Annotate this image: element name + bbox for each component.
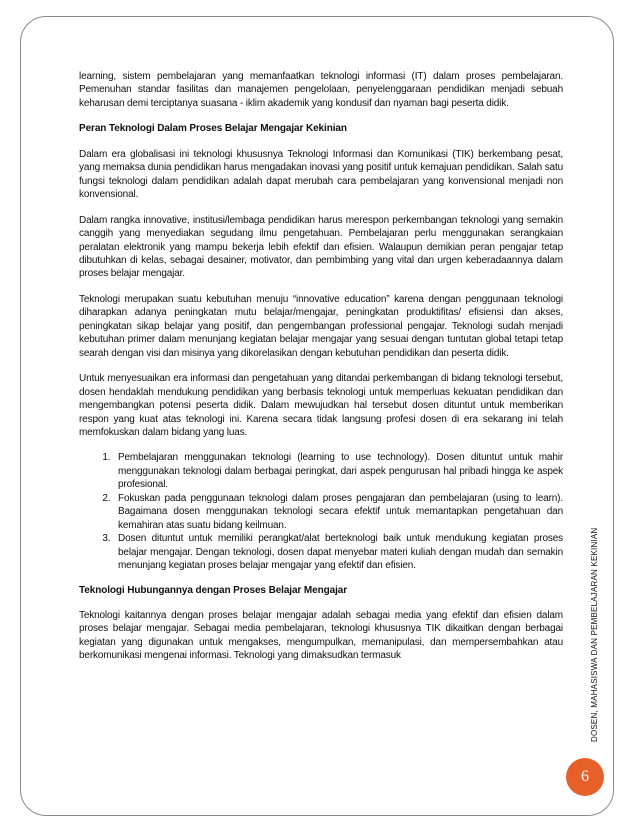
paragraph: Dalam era globalisasi ini teknologi khususnya Teknologi Informasi dan Komunikasi (TIK) berkembang pesat, yang memaksa dunia pendidikan harus mengadakan inovasi yang positif untuk kemajuan pendidikan. Salah satu fungsi teknologi dalam pendidikan adalah dapat merubah cara pembelajaran yang konvensional menjadi non konvensional. xyxy=(79,148,563,201)
side-running-title: DOSEN, MAHASISWA DAN PEMBELAJARAN KEKINIAN xyxy=(590,527,599,742)
list-item: 2. Fokuskan pada penggunaan teknologi dalam proses pengajaran dan pembelajaran (using to learn). Bagaimana dosen menggunakan teknologi secara efektif untuk memantapkan pengetahuan dan kemahiran atas suatu bidang keilmuan. xyxy=(113,492,563,532)
list-item: 3. Dosen dituntut untuk memiliki perangkat/alat berteknologi baik untuk mendukung kegiatan proses belajar mengajar. Dengan teknologi, dosen dapat menyebar materi kuliah dengan mudah dan semakin menunjang kegiatan proses belajar mengajar yang efektif dan efisien. xyxy=(113,532,563,572)
paragraph: Dalam rangka innovative, institusi/lembaga pendidikan harus merespon perkembangan teknologi yang semakin canggih yang menyediakan segudang ilmu pengetahuan. Pembelajaran perlu menggunakan serangkaian peralatan elektronik yang mampu bekerja lebih efektif dan efisien. Walaupun demikian peran pengajar tetap dibutuhkan di kelas, sebagai desainer, motivator, dan pembimbing yang vital dan urgen keberadaannya dalam proses belajar mengajar. xyxy=(79,214,563,280)
paragraph: Untuk menyesuaikan era informasi dan pengetahuan yang ditandai perkembangan di bidang teknologi tersebut, dosen hendaklah mendukung pendidikan yang berbasis teknologi untuk memperluas kekuatan pendidikan dan mengembangkan potensi peserta didik. Dalam mewujudkan hal tersebut dosen dituntut untuk memberikan respon yang kuat atas teknologi ini. Karena secara tidak langsung profesi dosen di era sekarang ini telah memfokuskan dalam bidang yang luas. xyxy=(79,373,563,438)
paragraph-intro: learning, sistem pembelajaran yang memanfaatkan teknologi informasi (IT) dalam proses pembelajaran. Pemenuhan standar fasilitas dan manajemen pengelolaan, penyelenggaraan pendidikan menjadi sebuah keharusan demi terciptanya suasana - iklim akademik yang kondusif dan nyaman bagi peserta didik. xyxy=(79,71,563,109)
list-item: 1. Pembelajaran menggunakan teknologi (learning to use technology). Dosen dituntut untuk mahir menggunakan teknologi dalam berbagai peringkat, dari aspek pengurusan hal pribadi hingga ke aspek profesional. xyxy=(113,451,563,491)
paragraph: Teknologi merupakan suatu kebutuhan menuju “innovative education” karena dengan penggunaan teknologi diharapkan adanya peningkatan mutu belajar/mengajar, peningkatan produktifitas/ efisiensi dan akses, peningkatan sikap belajar yang positif, dan pengembangan professional pengajar. Teknologi sudah menjadi kebutuhan primer dalam menunjang kegiatan belajar mengajar yang sesuai dengan tuntutan global tetapi tetap searah dengan visi dan misinya yang dikorelasikan dengan kebutuhan pendidikan dan peserta didik. xyxy=(79,293,563,359)
section-heading: Peran Teknologi Dalam Proses Belajar Mengajar Kekinian xyxy=(79,123,347,135)
document-body xyxy=(79,70,563,675)
section-heading: Teknologi Hubungannya dengan Proses Belajar Mengajar xyxy=(79,584,348,596)
page-number-badge: 6 xyxy=(566,758,604,796)
numbered-list xyxy=(79,451,563,572)
paragraph: Teknologi kaitannya dengan proses belajar mengajar adalah sebagai media yang efektif dan efisien dalam proses belajar mengajar. Sebagai media pembelajaran, teknologi khususnya TIK dikaitkan dengan berbagai kegiatan yang digunakan untuk mengakses, mengumpulkan, memanipulasi, dan mempersembahkan atau berkomunikasi mengenai informasi. Teknologi yang dimaksudkan termasuk xyxy=(79,609,563,662)
